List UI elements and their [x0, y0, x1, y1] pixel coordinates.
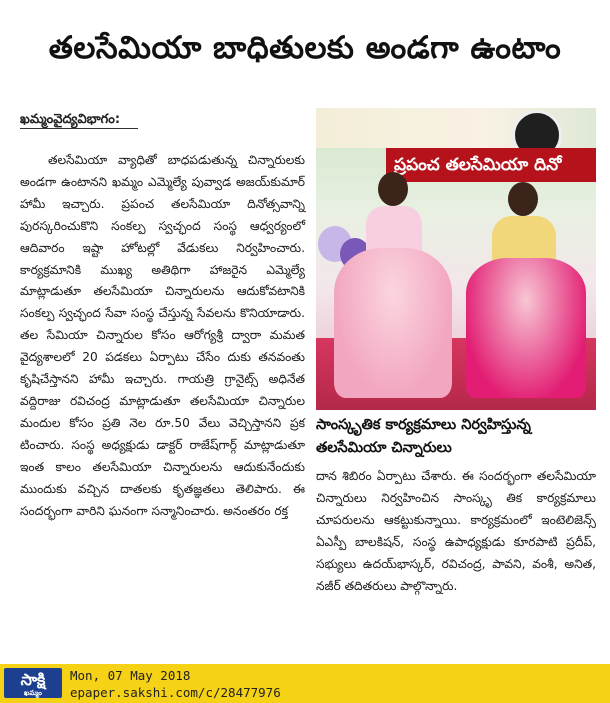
dancer-2-dress	[466, 258, 586, 398]
dancer-2-head	[508, 182, 538, 216]
article-photo	[316, 108, 596, 410]
logo-text: సాక్షి	[20, 670, 46, 689]
right-column	[316, 108, 596, 597]
epaper-url[interactable]: epaper.sakshi.com/c/28477976	[70, 685, 281, 700]
event-banner: ప్రపంచ తలసేమియా దినో	[386, 148, 596, 182]
dateline-underline	[20, 128, 138, 129]
dancer-1-head	[378, 172, 408, 206]
footer-bar	[0, 664, 610, 703]
dateline: ఖమ్మంవైద్యవిభాగం:	[20, 112, 121, 127]
publication-date: Mon, 07 May 2018	[70, 668, 191, 683]
left-column	[20, 150, 305, 522]
dancer-1-dress	[334, 248, 452, 398]
article-paragraph-1: తలసేమియా వ్యాధితో బాధపడుతున్న చిన్నారులకు అండగా ఉంటానని ఖమ్మం ఎమ్మెల్యే పువ్వాడ అజయ్‌కుమార్ హామీ ఇచ్చారు. ప్రపంచ తలసేమియా దినోత్సవాన్ని పురస్కరించుకొని సంకల్ప స్వచ్ఛంద సంస్థ ఆధ్వర్యంలో ఆదివారం ఇష్టా హోటల్లో వేడుకలు నిర్వహించారు. కార్యక్రమానికి ముఖ్య అతిథిగా హాజరైన ఎమ్మెల్యే మాట్లాడుతూ తలసేమియా చిన్నారులను ఆదుకోవటానికి సంకల్ప స్వచ్ఛంద సేవా సంస్థ చేస్తున్న సేవలను కొనియాడారు. తల సేమియా చిన్నారుల కోసం ఆరోగ్యశ్రీ ద్వారా మమత వైద్యశాలలో 20 పడకలు ఏర్పాటు చేసేం దుకు తనవంతు కృషిచేస్తానని హామీ ఇచ్చారు. గాయత్రి గ్రానైట్స్ అధినేత వద్దిరాజు రవిచంద్ర మాట్లాడుతూ తలసేమియా చిన్నారుల మందుల కోసం ప్రతి నెల రూ.50 వేలు వెచ్చిస్తానని ప్రక టించారు. సంస్థ అధ్యక్షుడు డాక్టర్ రాజేష్‌గార్గ్ మాట్లాడుతూ ఇంత కాలం తలసేమియా చిన్నారులను ఆదుకునేందుకు ముందుకు వచ్చిన దాతలకు కృతజ్ఞతలు తెలిపారు. ఈ సందర్భంగా వారిని ఘనంగా సన్మానించారు. అనంతరం రక్త	[20, 153, 305, 518]
sakshi-logo[interactable]	[4, 668, 62, 698]
headline: తలసేమియా బాధితులకు అండగా ఉంటాం	[48, 30, 562, 66]
article-paragraph-2: దాన శిబిరం ఏర్పాటు చేశారు. ఈ సందర్భంగా తలసేమియా చిన్నారులు నిర్వహించిన సాంస్కృ తిక కార్యక్రమాలు చూపరులను ఆకట్టుకున్నాయి. కార్యక్రమంలో ఇంటెలిజెన్స్ ఏఎస్పీ బాలకిషన్, సంస్థ ఉపాధ్యక్షుడు కూరపాటి ప్రదీప్, సభ్యులు ఉదయ్‌భాస్కర్, రవిచంద్ర, పావని, వంశీ, అనిత, నజీర్ తదితరులు పాల్గొన్నారు.	[316, 469, 596, 593]
photo-caption: సాంస్కృతిక కార్యక్రమాలు నిర్వహిస్తున్న తలసేమియా చిన్నారులు	[316, 417, 531, 456]
logo-subtext: ఖమ్మం	[24, 689, 42, 697]
